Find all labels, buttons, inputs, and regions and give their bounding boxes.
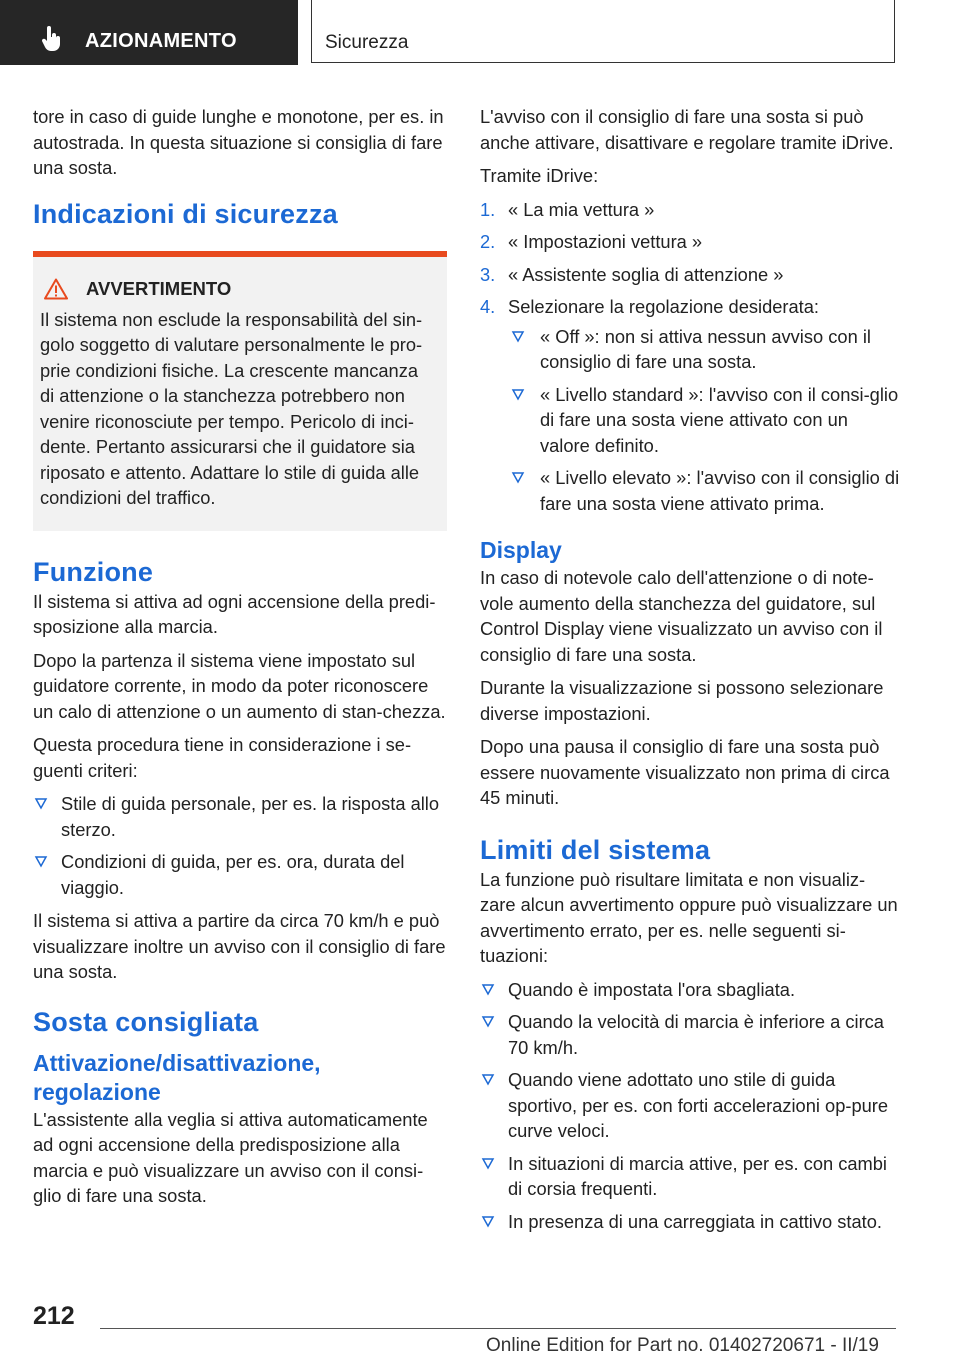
triangle-bullet-icon — [480, 1209, 496, 1234]
heading-sosta: Sosta consigliata — [33, 1006, 259, 1037]
heading-limits: Limiti del sistema — [480, 834, 711, 865]
triangle-bullet-icon — [480, 977, 496, 1002]
triangle-bullet-icon — [510, 324, 526, 349]
list-item: Quando è impostata l'ora sbagliata. — [480, 977, 900, 1003]
chapter-title: AZIONAMENTO — [85, 30, 237, 52]
triangle-bullet-icon — [510, 382, 526, 407]
limits-list — [480, 977, 900, 1235]
function-paragraph-1: Il sistema si attiva ad ogni accensione della predi-sposizione alla marcia. — [33, 590, 436, 637]
section-tab — [311, 0, 895, 63]
section-title: Sicurezza — [325, 32, 409, 53]
triangle-bullet-icon — [33, 849, 49, 874]
list-item: Condizioni di guida, per es. ora, durata del viaggio. — [33, 849, 449, 900]
triangle-bullet-icon — [510, 465, 526, 490]
step-item: 3. « Assistente soglia di attenzione » — [480, 263, 784, 285]
step-item: 4. Selezionare la regolazione desiderata: « Off »: non si attiva nessun avviso con il consiglio di fare una sosta. « Livello standard »: l'avviso con il consi-glio di fare una sosta viene attivato con un valore definito. « Livello elevato »: l'avviso con il consiglio di fare una sosta viene attivato prima. — [480, 294, 900, 516]
activation-paragraph: L'assistente alla veglia si attiva automaticamente ad ogni accensione della predisposizione alla marcia e può visualizzare un avviso con il consi-glio di fare una sosta. — [33, 1108, 428, 1206]
heading-function: Funzione — [33, 556, 154, 587]
left-column — [33, 104, 449, 1217]
function-paragraph-4: Il sistema si attiva a partire da circa 70 km/h e può visualizzare inoltre un avviso con il consiglio di fare una sosta. — [33, 910, 446, 982]
criteria-list — [33, 791, 449, 900]
page-number: 212 — [33, 1302, 75, 1330]
right-column — [480, 104, 900, 1242]
warning-text: Il sistema non esclude la responsabilità del sin-golo soggetto di valutare personalmente le pro-prie condizioni fisiche. La crescente mancanza di attenzione o la stanchezza potrebbero non venire riconosciute per tempo. Pericolo di inci-dente. Pertanto assicurarsi che il guidatore sia riposato e attento. Adattare lo stile di guida alle condizioni del traffico. — [40, 308, 423, 508]
steps-list — [480, 197, 900, 517]
list-item: « Livello elevato »: l'avviso con il consiglio di fare una sosta viene attivato prima. — [510, 465, 900, 516]
display-paragraph-1: In caso di notevole calo dell'attenzione o di note-vole aumento della stanchezza del guidatore, sul Control Display viene visualizzato un avviso con il consiglio di fare una sosta. — [480, 567, 883, 665]
step-item: 1. « La mia vettura » — [480, 198, 655, 220]
list-item: Quando viene adottato uno stile di guida sportivo, per es. con forti accelerazioni op-pure curve veloci. — [480, 1067, 900, 1144]
list-item: In presenza di una carreggiata in cattivo stato. — [480, 1209, 900, 1235]
footer-divider — [100, 1328, 896, 1329]
function-paragraph-2: Dopo la partenza il sistema viene impostato sul guidatore corrente, in modo da poter riconoscere un calo di attenzione o un aumento di stan-chezza. — [33, 649, 446, 722]
list-item: « Off »: non si attiva nessun avviso con il consiglio di fare una sosta. — [510, 324, 900, 375]
chapter-tab — [0, 0, 298, 65]
idrive-paragraph: L'avviso con il consiglio di fare una sosta si può anche attivare, disattivare e regolare tramite iDrive. — [480, 106, 894, 153]
function-paragraph-3: Questa procedura tiene in considerazione i se-guenti criteri: — [33, 734, 412, 781]
warning-title: AVVERTIMENTO — [86, 277, 232, 299]
display-paragraph-2: Durante la visualizzazione si possono selezionare diverse impostazioni. — [480, 677, 884, 724]
step-item: 2. « Impostazioni vettura » — [480, 231, 703, 252]
warning-triangle-icon — [44, 278, 68, 300]
list-item: Stile di guida personale, per es. la risposta allo sterzo. — [33, 791, 449, 842]
list-item: In situazioni di marcia attive, per es. con cambi di corsia frequenti. — [480, 1151, 900, 1202]
idrive-label: Tramite iDrive: — [480, 165, 599, 186]
warning-box — [33, 251, 447, 531]
list-item: Quando la velocità di marcia è inferiore a circa 70 km/h. — [480, 1009, 900, 1060]
intro-paragraph: tore in caso di guide lunghe e monotone, per es. in autostrada. In questa situazione si consiglia di fare una sosta. — [33, 106, 444, 178]
options-list — [510, 324, 900, 517]
heading-safety: Indicazioni di sicurezza — [33, 198, 338, 229]
triangle-bullet-icon — [33, 791, 49, 816]
display-paragraph-3: Dopo una pausa il consiglio di fare una sosta può essere nuovamente visualizzato non prima di circa 45 minuti. — [480, 736, 890, 808]
triangle-bullet-icon — [480, 1009, 496, 1034]
hand-pointer-icon — [40, 26, 64, 52]
triangle-bullet-icon — [480, 1151, 496, 1176]
heading-display: Display — [480, 537, 562, 563]
heading-activation: Attivazione/disattivazione, regolazione — [33, 1049, 321, 1105]
triangle-bullet-icon — [480, 1067, 496, 1092]
list-item: « Livello standard »: l'avviso con il consi-glio di fare una sosta viene attivato con un valore definito. — [510, 382, 900, 459]
limits-paragraph: La funzione può risultare limitata e non visualiz-zare alcun avvertimento oppure può visualizzare un avvertimento errato, per es. nelle seguenti si-tuazioni: — [480, 868, 898, 966]
edition-text: Online Edition for Part no. 01402720671 - II/19 — [486, 1335, 879, 1356]
